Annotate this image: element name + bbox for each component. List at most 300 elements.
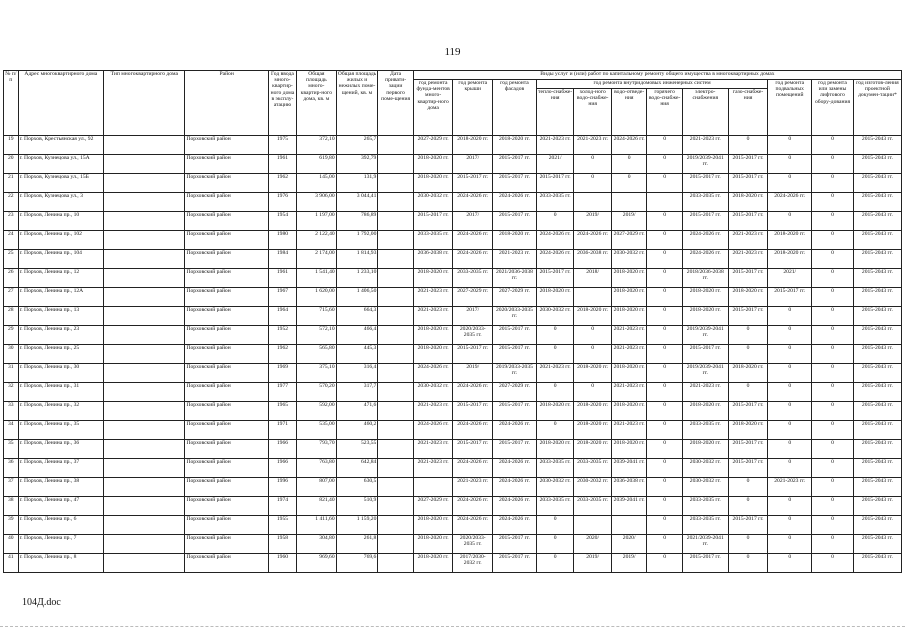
cell-living-area: 466,4 <box>336 326 378 345</box>
cell-basement: 0 <box>768 345 812 364</box>
cell-privatization <box>378 440 413 459</box>
cell-address: г. Порхов, Ленина пр., 12 <box>18 269 104 288</box>
cell-address: г. Порхов, Ленина пр., 31 <box>18 383 104 402</box>
cell-cold-water: 2030-2032 гг. <box>574 478 612 497</box>
cell-address: г. Порхов, Ленина пр., 25 <box>18 345 104 364</box>
cell-facade: 2015-2017 гг. <box>493 326 537 345</box>
cell-hot-water: 0 <box>647 364 682 383</box>
table-row <box>4 193 902 212</box>
header-gas: газо-снабже-ния <box>728 89 768 136</box>
cell-design-docs: 2015-2043 гг. <box>853 288 901 307</box>
cell-elevator: 0 <box>812 364 854 383</box>
cell-cold-water: 2018-2020 гг. <box>574 402 612 421</box>
cell-total-area: 572,10 <box>297 326 337 345</box>
cell-cold-water: 2021-2023 гг. <box>574 136 612 155</box>
cell-electric: 2015-2017 гг. <box>682 174 728 193</box>
header-roof: год ремонта крыши <box>453 80 493 136</box>
cell-address: г. Порхов, Ленина пр., 10 <box>18 212 104 231</box>
header-year-built: Год ввода много-квартир-ного дома в эксплу-атацию <box>268 71 296 136</box>
cell-foundation: 2018-2020 гг. <box>413 535 453 554</box>
cell-district: Порховский район <box>185 478 268 497</box>
table-row <box>4 136 902 155</box>
header-hot-water: горячего водо-снабже-ния <box>647 89 682 136</box>
cell-elevator: 0 <box>812 174 854 193</box>
cell-no: 31 <box>4 364 19 383</box>
cell-type <box>104 250 185 269</box>
cell-gas: 2018-2020 гг. <box>728 364 768 383</box>
cell-roof: 2024-2026 гг. <box>453 497 493 516</box>
cell-address: г. Порхов, Ленина пр., 36 <box>18 440 104 459</box>
cell-gas: 0 <box>728 535 768 554</box>
cell-district: Порховский район <box>185 345 268 364</box>
cell-basement: 2024-2026 гг. <box>768 193 812 212</box>
cell-address: г. Порхов, Кузнецова ул., 15Б <box>18 174 104 193</box>
cell-cold-water: 2018-2020 гг. <box>574 440 612 459</box>
cell-total-area: 715,60 <box>297 307 337 326</box>
cell-design-docs: 2015-2043 гг. <box>853 440 901 459</box>
table-body <box>4 136 902 573</box>
cell-sewer: 0 <box>611 155 646 174</box>
cell-hot-water: 0 <box>647 326 682 345</box>
header-privatization: Дата привати-зации первого поме-щения <box>378 71 413 136</box>
cell-roof: 2018-2020 гг. <box>453 136 493 155</box>
cell-living-area: 630,5 <box>336 478 378 497</box>
cell-district: Порховский район <box>185 288 268 307</box>
cell-facade: 2015-2017 гг. <box>493 174 537 193</box>
cell-facade: 2024-2026 гг. <box>493 421 537 440</box>
header-works-group: Виды услуг и (или) работ по капитальному ремонту общего имущества в многоквартирных домах <box>413 71 901 80</box>
cell-hot-water: 0 <box>647 307 682 326</box>
cell-basement: 2015-2017 гг. <box>768 288 812 307</box>
cell-address: г. Порхов, Ленина пр., 104 <box>18 250 104 269</box>
cell-elevator: 0 <box>812 212 854 231</box>
cell-total-area: 535,00 <box>297 421 337 440</box>
cell-gas: 2015-2017 гг. <box>728 459 768 478</box>
cell-hot-water: 0 <box>647 497 682 516</box>
cell-privatization <box>378 155 413 174</box>
table-header <box>4 71 902 136</box>
cell-design-docs: 2015-2043 гг. <box>853 136 901 155</box>
cell-year: 1952 <box>268 326 296 345</box>
cell-heat: 0 <box>536 383 574 402</box>
cell-type <box>104 440 185 459</box>
cell-year: 1962 <box>268 174 296 193</box>
cell-total-area: 821,40 <box>297 497 337 516</box>
cell-foundation: 2018-2020 гг. <box>413 174 453 193</box>
cell-heat: 2018-2020 гг. <box>536 440 574 459</box>
cell-address: г. Порхов, Ленина пр., 37 <box>18 459 104 478</box>
cell-year: 1971 <box>268 421 296 440</box>
header-district: Район <box>185 71 268 136</box>
table-row <box>4 459 902 478</box>
table-row <box>4 345 902 364</box>
cell-sewer <box>611 516 646 535</box>
cell-sewer: 2018-2020 гг. <box>611 288 646 307</box>
cell-total-area: 592,00 <box>297 402 337 421</box>
cell-roof: 2024-2026 гг. <box>453 383 493 402</box>
cell-no: 23 <box>4 212 19 231</box>
cell-type <box>104 326 185 345</box>
cell-facade: 2018-2020 гг. <box>493 136 537 155</box>
cell-facade: 2015-2017 гг. <box>493 440 537 459</box>
cell-roof: 2024-2026 гг. <box>453 459 493 478</box>
cell-design-docs: 2015-2043 гг. <box>853 250 901 269</box>
cell-living-area: 523,55 <box>336 440 378 459</box>
cell-total-area: 304,80 <box>297 535 337 554</box>
cell-basement: 0 <box>768 497 812 516</box>
cell-total-area: 375,10 <box>297 364 337 383</box>
cell-design-docs: 2015-2043 гг. <box>853 326 901 345</box>
cell-living-area: 317,7 <box>336 383 378 402</box>
cell-type <box>104 269 185 288</box>
cell-electric: 2018-2020 гг. <box>682 440 728 459</box>
cell-living-area: 261,8 <box>336 535 378 554</box>
cell-living-area: 131,9 <box>336 174 378 193</box>
cell-privatization <box>378 326 413 345</box>
cell-type <box>104 231 185 250</box>
cell-heat: 2015-2017 гг. <box>536 174 574 193</box>
cell-address: г. Порхов, Ленина пр., 13 <box>18 307 104 326</box>
cell-cold-water: 2033-2035 гг. <box>574 459 612 478</box>
cell-roof: 2027-2029 гг. <box>453 288 493 307</box>
cell-foundation: 2018-2020 гг. <box>413 516 453 535</box>
cell-no: 24 <box>4 231 19 250</box>
cell-hot-water: 0 <box>647 345 682 364</box>
cell-total-area: 619,80 <box>297 155 337 174</box>
cell-electric: 2019/2039-2041 гг. <box>682 364 728 383</box>
cell-total-area: 763,80 <box>297 459 337 478</box>
cell-type <box>104 288 185 307</box>
cell-sewer: 2039-2041 гг. <box>611 459 646 478</box>
cell-heat: 0 <box>536 535 574 554</box>
header-heat: тепло-снабже-ния <box>536 89 574 136</box>
cell-facade: 2024-2026 гг. <box>493 497 537 516</box>
header-address: Адрес многоквартирного дома <box>18 71 104 136</box>
cell-type <box>104 497 185 516</box>
cell-gas: 2015-2017 гг. <box>728 307 768 326</box>
cell-heat: 2018-2020 гг. <box>536 402 574 421</box>
cell-sewer: 2020/ <box>611 535 646 554</box>
cell-electric: 2021-2023 гг. <box>682 383 728 402</box>
table-row <box>4 307 902 326</box>
cell-type <box>104 402 185 421</box>
cell-cold-water: 2019/ <box>574 212 612 231</box>
cell-sewer: 2036-2038 гг. <box>611 478 646 497</box>
cell-address: г. Порхов, Ленина пр., 7 <box>18 535 104 554</box>
header-design-docs: год изготов-ления проектной докумен-тации* <box>853 80 901 136</box>
cell-gas: 0 <box>728 326 768 345</box>
cell-address: г. Порхов, Ленина пр., 35 <box>18 421 104 440</box>
cell-privatization <box>378 402 413 421</box>
cell-district: Порховский район <box>185 364 268 383</box>
cell-living-area: 1 792,00 <box>336 231 378 250</box>
cell-facade: 2021-2023 гг. <box>493 250 537 269</box>
cell-address: г. Порхов, Ленина пр., 30 <box>18 364 104 383</box>
cell-address: г. Порхов, Ленина пр., 6 <box>18 516 104 535</box>
cell-total-area: 793,70 <box>297 440 337 459</box>
cell-elevator: 0 <box>812 478 854 497</box>
cell-facade: 2024-2026 гг. <box>493 478 537 497</box>
cell-foundation <box>413 478 453 497</box>
cell-design-docs: 2015-2043 гг. <box>853 554 901 573</box>
cell-foundation: 2030-2032 гг. <box>413 383 453 402</box>
cell-elevator: 0 <box>812 440 854 459</box>
cell-cold-water <box>574 516 612 535</box>
cell-basement: 0 <box>768 136 812 155</box>
cell-no: 34 <box>4 421 19 440</box>
cell-address: г. Порхов, Ленина пр., 32 <box>18 402 104 421</box>
cell-gas: 0 <box>728 345 768 364</box>
cell-cold-water: 0 <box>574 174 612 193</box>
cell-facade: 2027-2029 гг. <box>493 383 537 402</box>
cell-electric: 2021-2023 гг. <box>682 136 728 155</box>
cell-hot-water: 0 <box>647 459 682 478</box>
cell-year: 1954 <box>268 212 296 231</box>
cell-no: 21 <box>4 174 19 193</box>
cell-type <box>104 421 185 440</box>
cell-roof: 2024-2026 гг. <box>453 421 493 440</box>
cell-foundation: 2021-2023 гг. <box>413 307 453 326</box>
cell-foundation: 2021-2023 гг. <box>413 440 453 459</box>
cell-sewer: 2030-2032 гг. <box>611 250 646 269</box>
cell-design-docs: 2015-2043 гг. <box>853 459 901 478</box>
cell-cold-water: 2018-2020 гг. <box>574 307 612 326</box>
cell-electric: 2033-2035 гг. <box>682 421 728 440</box>
cell-sewer: 2021-2023 гг. <box>611 383 646 402</box>
header-engineering-group: год ремонта внутридомовых инженерных систем <box>536 80 767 89</box>
cell-address: г. Порхов, Ленина пр., 102 <box>18 231 104 250</box>
cell-no: 20 <box>4 155 19 174</box>
cell-foundation: 2027-2029 гг. <box>413 497 453 516</box>
cell-living-area: 664,3 <box>336 307 378 326</box>
cell-electric: 2015-2017 гг. <box>682 212 728 231</box>
cell-electric: 2024-2026 гг. <box>682 250 728 269</box>
cell-type <box>104 193 185 212</box>
cell-privatization <box>378 250 413 269</box>
cell-cold-water <box>574 288 612 307</box>
table-row <box>4 212 902 231</box>
cell-roof: 2020/2033-2035 гг. <box>453 326 493 345</box>
cell-sewer: 2039-2041 гг. <box>611 497 646 516</box>
cell-electric: 2033-2035 гг. <box>682 193 728 212</box>
cell-privatization <box>378 231 413 250</box>
cell-design-docs: 2015-2043 гг. <box>853 497 901 516</box>
cell-cold-water: 2019/ <box>574 554 612 573</box>
cell-privatization <box>378 459 413 478</box>
page-number: 119 <box>444 46 461 58</box>
cell-electric: 2019/2039-2041 гг. <box>682 326 728 345</box>
cell-basement: 0 <box>768 212 812 231</box>
cell-facade: 2024-2026 гг. <box>493 516 537 535</box>
cell-type <box>104 136 185 155</box>
cell-year: 1977 <box>268 383 296 402</box>
cell-facade: 2021/2036-2038 гг. <box>493 269 537 288</box>
cell-type <box>104 535 185 554</box>
cell-living-area: 471,6 <box>336 402 378 421</box>
cell-sewer <box>611 193 646 212</box>
cell-cold-water: 2020/ <box>574 535 612 554</box>
cell-type <box>104 383 185 402</box>
table-row <box>4 269 902 288</box>
cell-elevator: 0 <box>812 307 854 326</box>
header-electric: электро-снабжения <box>682 89 728 136</box>
cell-roof: 2020/2033-2035 гг. <box>453 535 493 554</box>
cell-basement: 0 <box>768 440 812 459</box>
cell-total-area: 807,00 <box>297 478 337 497</box>
cell-heat: 2021-2023 гг. <box>536 364 574 383</box>
cell-foundation: 2018-2020 гг. <box>413 269 453 288</box>
cell-district: Порховский район <box>185 554 268 573</box>
cell-gas: 0 <box>728 478 768 497</box>
cell-hot-water: 0 <box>647 136 682 155</box>
cell-foundation: 2024-2026 гг. <box>413 364 453 383</box>
cell-year: 1984 <box>268 250 296 269</box>
footer-filename: 104Д.doc <box>22 597 61 608</box>
cell-type <box>104 459 185 478</box>
cell-design-docs: 2015-2043 гг. <box>853 155 901 174</box>
cell-roof: 2017/2030-2032 гг. <box>453 554 493 573</box>
cell-gas: 2018-2020 гг. <box>728 193 768 212</box>
cell-facade: 2024-2026 гг. <box>493 193 537 212</box>
cell-gas: 2015-2017 гг. <box>728 516 768 535</box>
cell-heat: 2021/ <box>536 155 574 174</box>
cell-hot-water: 0 <box>647 250 682 269</box>
cell-design-docs: 2015-2043 гг. <box>853 231 901 250</box>
cell-privatization <box>378 516 413 535</box>
cell-privatization <box>378 288 413 307</box>
cell-design-docs: 2015-2043 гг. <box>853 269 901 288</box>
cell-basement: 0 <box>768 383 812 402</box>
cell-district: Порховский район <box>185 174 268 193</box>
cell-cold-water: 0 <box>574 326 612 345</box>
cell-district: Порховский район <box>185 383 268 402</box>
cell-year: 1964 <box>268 307 296 326</box>
cell-sewer: 2018-2020 гг. <box>611 307 646 326</box>
cell-privatization <box>378 269 413 288</box>
cell-no: 41 <box>4 554 19 573</box>
cell-address: г. Порхов, Ленина пр., 12А <box>18 288 104 307</box>
cell-sewer: 2027-2029 гг. <box>611 231 646 250</box>
cell-address: г. Порхов, Ленина пр., 47 <box>18 497 104 516</box>
cell-cold-water: 0 <box>574 345 612 364</box>
cell-basement: 0 <box>768 516 812 535</box>
cell-basement: 2018-2020 гг. <box>768 231 812 250</box>
cell-elevator: 0 <box>812 250 854 269</box>
cell-gas: 2021-2023 гг. <box>728 231 768 250</box>
cell-roof: 2024-2026 гг. <box>453 231 493 250</box>
cell-facade: 2015-2017 гг. <box>493 212 537 231</box>
cell-heat: 2024-2026 гг. <box>536 250 574 269</box>
cell-living-area: 3 044,41 <box>336 193 378 212</box>
cell-no: 38 <box>4 497 19 516</box>
cell-electric: 2018-2020 гг. <box>682 288 728 307</box>
cell-basement: 0 <box>768 364 812 383</box>
cell-gas: 2015-2017 гг. <box>728 402 768 421</box>
cell-district: Порховский район <box>185 421 268 440</box>
cell-no: 30 <box>4 345 19 364</box>
cell-privatization <box>378 212 413 231</box>
cell-privatization <box>378 554 413 573</box>
cell-roof: 2015-2017 гг. <box>453 345 493 364</box>
cell-foundation: 2021-2023 гг. <box>413 402 453 421</box>
cell-foundation: 2018-2020 гг. <box>413 155 453 174</box>
cell-elevator: 0 <box>812 345 854 364</box>
cell-basement: 0 <box>768 307 812 326</box>
cell-year: 1976 <box>268 193 296 212</box>
cell-year: 1966 <box>268 440 296 459</box>
cell-no: 22 <box>4 193 19 212</box>
cell-facade: 2024-2026 гг. <box>493 459 537 478</box>
cell-roof: 2021-2023 гг. <box>453 478 493 497</box>
header-total-area: Общая площадь много-квартир-ного дома, кв. м <box>297 71 337 136</box>
cell-basement: 2021-2023 гг. <box>768 478 812 497</box>
cell-heat: 0 <box>536 345 574 364</box>
cell-roof: 2017/ <box>453 307 493 326</box>
cell-district: Порховский район <box>185 402 268 421</box>
cell-gas: 0 <box>728 383 768 402</box>
cell-design-docs: 2015-2043 гг. <box>853 364 901 383</box>
cell-heat: 0 <box>536 212 574 231</box>
cell-year: 1961 <box>268 269 296 288</box>
cell-type <box>104 516 185 535</box>
header-elevator: год ремонта или замены лифтового обору-дования <box>812 80 854 136</box>
table-row <box>4 554 902 573</box>
table-row <box>4 478 902 497</box>
cell-gas: 2015-2017 гг. <box>728 212 768 231</box>
cell-basement: 0 <box>768 155 812 174</box>
cell-privatization <box>378 535 413 554</box>
cell-roof: 2015-2017 гг. <box>453 402 493 421</box>
cell-facade: 2015-2017 гг. <box>493 535 537 554</box>
cell-year: 1961 <box>268 155 296 174</box>
cell-sewer: 2018-2020 гг. <box>611 402 646 421</box>
cell-gas: 2015-2017 гг. <box>728 440 768 459</box>
cell-heat: 2030-2032 гг. <box>536 307 574 326</box>
cell-facade: 2015-2017 гг. <box>493 155 537 174</box>
cell-cold-water: 2036-2038 гг. <box>574 250 612 269</box>
cell-design-docs: 2015-2043 гг. <box>853 402 901 421</box>
cell-living-area: 1 233,10 <box>336 269 378 288</box>
cell-hot-water: 0 <box>647 288 682 307</box>
cell-foundation: 2018-2020 гг. <box>413 554 453 573</box>
cell-hot-water: 0 <box>647 231 682 250</box>
cell-year: 1974 <box>268 497 296 516</box>
cell-basement: 2021/ <box>768 269 812 288</box>
cell-privatization <box>378 193 413 212</box>
cell-type <box>104 345 185 364</box>
cell-facade: 2027-2029 гг. <box>493 288 537 307</box>
cell-total-area: 1 411,60 <box>297 516 337 535</box>
cell-living-area: 642,84 <box>336 459 378 478</box>
cell-year: 1965 <box>268 402 296 421</box>
cell-gas: 2021-2023 гг. <box>728 250 768 269</box>
cell-total-area: 570,20 <box>297 383 337 402</box>
cell-electric: 2021/2039-2041 гг. <box>682 535 728 554</box>
cell-facade: 2018-2020 гг. <box>493 231 537 250</box>
cell-gas: 0 <box>728 497 768 516</box>
cell-heat: 0 <box>536 326 574 345</box>
cell-living-area: 265,7 <box>336 136 378 155</box>
cell-no: 32 <box>4 383 19 402</box>
cell-facade: 2015-2017 гг. <box>493 345 537 364</box>
table-row <box>4 155 902 174</box>
cell-design-docs: 2015-2043 гг. <box>853 478 901 497</box>
cell-roof: 2015-2017 гг. <box>453 440 493 459</box>
cell-sewer: 0 <box>611 174 646 193</box>
cell-type <box>104 212 185 231</box>
cell-gas: 0 <box>728 554 768 573</box>
cell-elevator: 0 <box>812 459 854 478</box>
